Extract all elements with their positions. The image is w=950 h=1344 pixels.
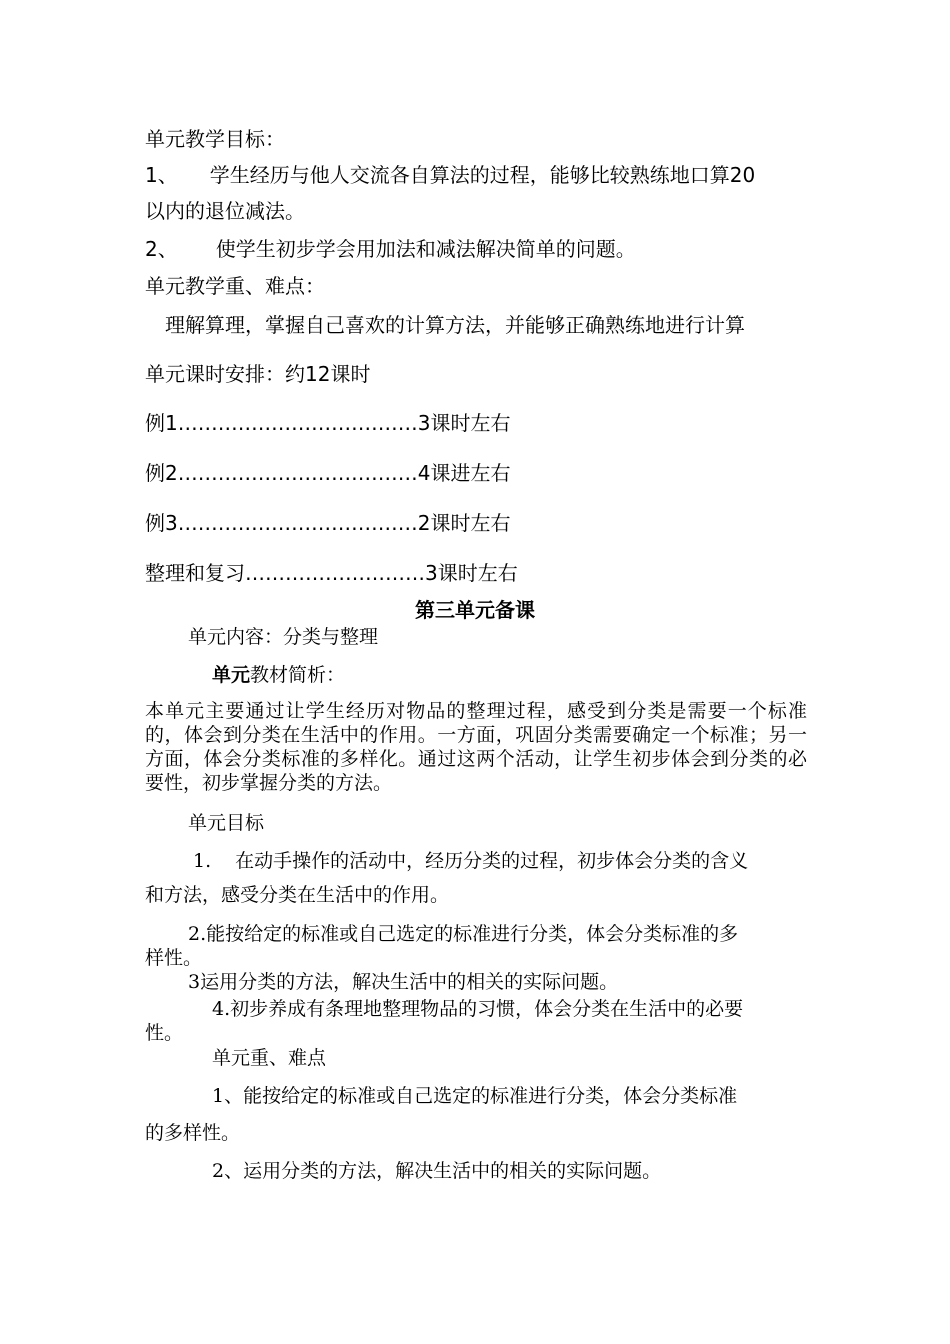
difficulty-heading: 单元重、难点 — [212, 1047, 327, 1069]
goal-1 — [145, 163, 755, 187]
goal-1-number: 1、 — [145, 163, 178, 187]
unit-content: 单元内容：分类与整理 — [188, 626, 379, 648]
schedule-heading: 单元课时安排：约12课时 — [145, 362, 371, 386]
goal-2-number: 2、 — [145, 237, 178, 261]
objective-2: 2.能按给定的标准或自己选定的标准进行分类，体会分类标准的多 — [188, 923, 739, 945]
objective-4-continued: 性。 — [145, 1022, 184, 1044]
unit-goals-heading: 单元教学目标： — [145, 127, 285, 151]
objective-1-text: 在动手操作的活动中，经历分类的过程，初步体会分类的含义 — [235, 850, 749, 872]
schedule-item-example-2: 例2………………………………4课进左右 — [145, 461, 511, 485]
goal-1-continued: 以内的退位减法。 — [145, 199, 305, 223]
schedule-item-review: 整理和复习………………………3课时左右 — [145, 561, 518, 585]
key-points-text: 理解算理，掌握自己喜欢的计算方法，并能够正确熟练地进行计算 — [165, 313, 745, 337]
analysis-paragraph: 本单元主要通过让学生经历对物品的整理过程，感受到分类是需要一个标准的，体会到分类在生活中的作用。一方面，巩固分类需要确定一个标准；另一方面，体会分类标准的多样化。通过这两个活动，让学生初步体会到分类的必要性，初步掌握分类的方法。 — [145, 700, 807, 794]
difficulty-1: 1、能按给定的标准或自己选定的标准进行分类，体会分类标准 — [212, 1085, 738, 1107]
goal-2-text: 使学生初步学会用加法和减法解决简单的问题。 — [215, 237, 636, 261]
objective-1-continued: 和方法，感受分类在生活中的作用。 — [145, 884, 450, 906]
objective-1 — [193, 849, 748, 873]
objectives-heading: 单元目标 — [188, 812, 265, 834]
objective-2-continued: 样性。 — [145, 947, 203, 969]
difficulty-1-continued: 的多样性。 — [145, 1122, 241, 1144]
key-points-heading: 单元教学重、难点： — [145, 274, 325, 298]
schedule-item-example-3: 例3………………………………2课时左右 — [145, 511, 511, 535]
analysis-heading-bold: 单元 — [212, 664, 251, 686]
objective-1-number: 1. — [193, 850, 212, 872]
schedule-item-example-1: 例1………………………………3课时左右 — [145, 411, 511, 435]
goal-2 — [145, 237, 636, 261]
section-title: 第三单元备课 — [415, 598, 535, 622]
objective-4: 4.初步养成有条理地整理物品的习惯，体会分类在生活中的必要 — [212, 998, 744, 1020]
objective-3: 3运用分类的方法，解决生活中的相关的实际问题。 — [188, 971, 619, 993]
analysis-heading-rest: 教材简析： — [250, 664, 346, 686]
goal-1-text: 学生经历与他人交流各自算法的过程，能够比较熟练地口算20 — [209, 163, 756, 187]
analysis-heading — [212, 663, 345, 687]
difficulty-2: 2、运用分类的方法，解决生活中的相关的实际问题。 — [212, 1160, 662, 1182]
